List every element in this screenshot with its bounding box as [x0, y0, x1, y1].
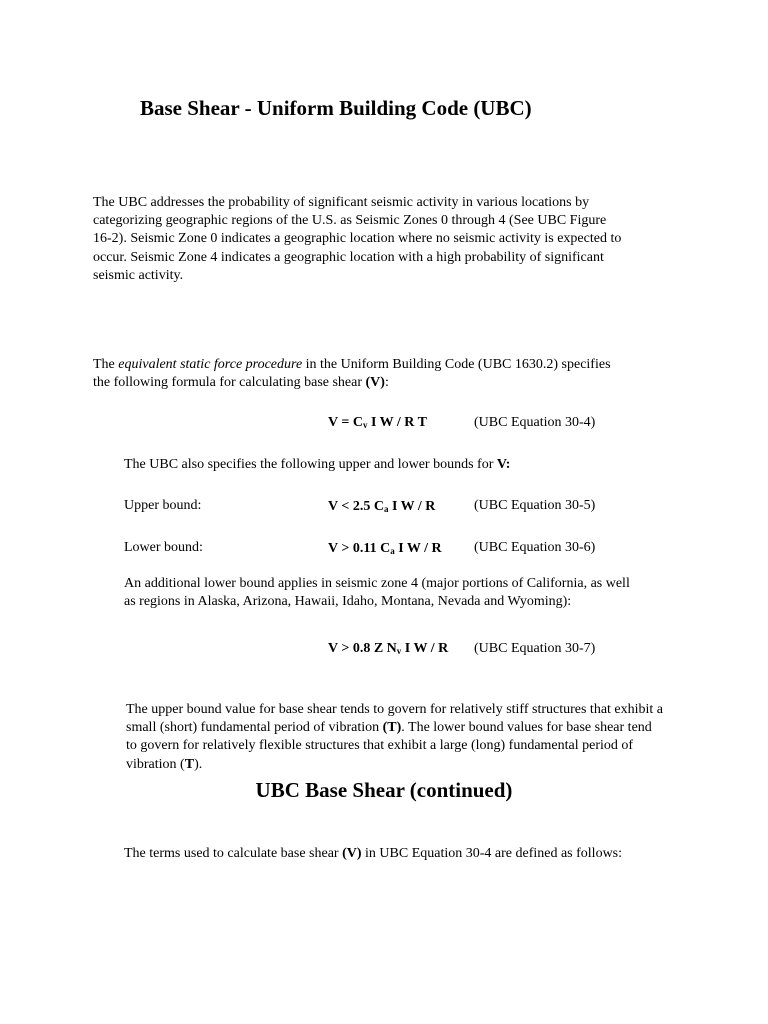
equation-30-4-part-b: I W / R T: [367, 415, 427, 430]
terms-text-1: The terms used to calculate base shear: [124, 846, 343, 861]
procedure-symbol-v: (V): [365, 375, 385, 391]
governing-paragraph: [126, 701, 666, 774]
procedure-paragraph: [93, 356, 623, 392]
procedure-text-mid: in the Uniform Building Code (UBC 1630.2) specifies the following formula for calculating base shear: [93, 357, 611, 391]
terms-symbol-v: (V): [342, 846, 362, 861]
equation-30-5-part-a: V < 2.5 C: [328, 499, 384, 514]
governing-symbol-t-2: T: [184, 756, 195, 772]
equation-30-7-reference: (UBC Equation 30-7): [474, 641, 596, 656]
intro-paragraph: The UBC addresses the probability of significant seismic activity in various locations by categorizing geographic regions of the U.S. as Seismic Zones 0 through 4 (See UBC Figure 16-2). Seismic Zone 0 indicates a geographic location where no seismic activity is expected to occur. Seismic Zone 4 indicates a geographic location with a high probability of significant seismic activity.: [93, 195, 622, 283]
upper-bound-label: Upper bound:: [124, 498, 202, 513]
equation-30-7: [328, 641, 448, 657]
governing-symbol-t-1: (T): [382, 720, 402, 736]
equation-30-6: [328, 541, 442, 557]
page-title: Base Shear - Uniform Building Code (UBC): [140, 96, 532, 120]
procedure-italic-term: equivalent static force procedure: [118, 357, 303, 372]
terms-text-2: in UBC Equation 30-4 are defined as follows:: [361, 846, 623, 861]
procedure-text-post: :: [384, 375, 389, 391]
zone4-paragraph: An additional lower bound applies in seismic zone 4 (major portions of California, as well as regions in Alaska, Arizona, Hawaii, Idaho, Montana, Nevada and Wyoming):: [124, 576, 630, 610]
equation-30-4: [328, 415, 427, 431]
equation-30-4-part-a: V = C: [328, 415, 363, 430]
section-heading: UBC Base Shear (continued): [255, 778, 513, 802]
equation-30-7-part-a: V > 0.8 Z N: [328, 641, 397, 656]
equation-30-6-part-a: V > 0.11 C: [328, 541, 391, 556]
terms-paragraph: [124, 845, 644, 863]
equation-30-6-subscript: a: [390, 546, 395, 556]
equation-30-6-part-b: I W / R: [394, 541, 442, 556]
equation-30-5-part-b: I W / R: [388, 499, 436, 514]
bounds-intro-text: The UBC also specifies the following upper and lower bounds for: [124, 457, 497, 472]
equation-30-5: [328, 499, 435, 515]
procedure-text-pre: The: [93, 357, 119, 372]
equation-30-6-reference: (UBC Equation 30-6): [474, 540, 596, 555]
governing-text-2: . The lower bound values for base shear tend to govern for relatively flexible structures that exhibit a large (long) fundamental period of vibration (: [126, 720, 652, 772]
equation-30-4-subscript: v: [362, 420, 368, 430]
governing-text-3: ).: [194, 756, 203, 772]
governing-text-1: The upper bound value for base shear tends to govern for relatively stiff structures that exhibit a small (short) fundamental period of vibration: [126, 702, 664, 736]
lower-bound-label: Lower bound:: [124, 540, 203, 555]
equation-30-5-subscript: a: [383, 504, 389, 514]
equation-30-7-subscript: v: [396, 646, 402, 656]
bounds-intro: [124, 457, 510, 473]
equation-30-7-part-b: I W / R: [401, 641, 449, 656]
equation-30-5-reference: (UBC Equation 30-5): [474, 498, 596, 513]
bounds-intro-symbol: V:: [496, 457, 511, 472]
equation-30-4-reference: (UBC Equation 30-4): [474, 415, 596, 430]
